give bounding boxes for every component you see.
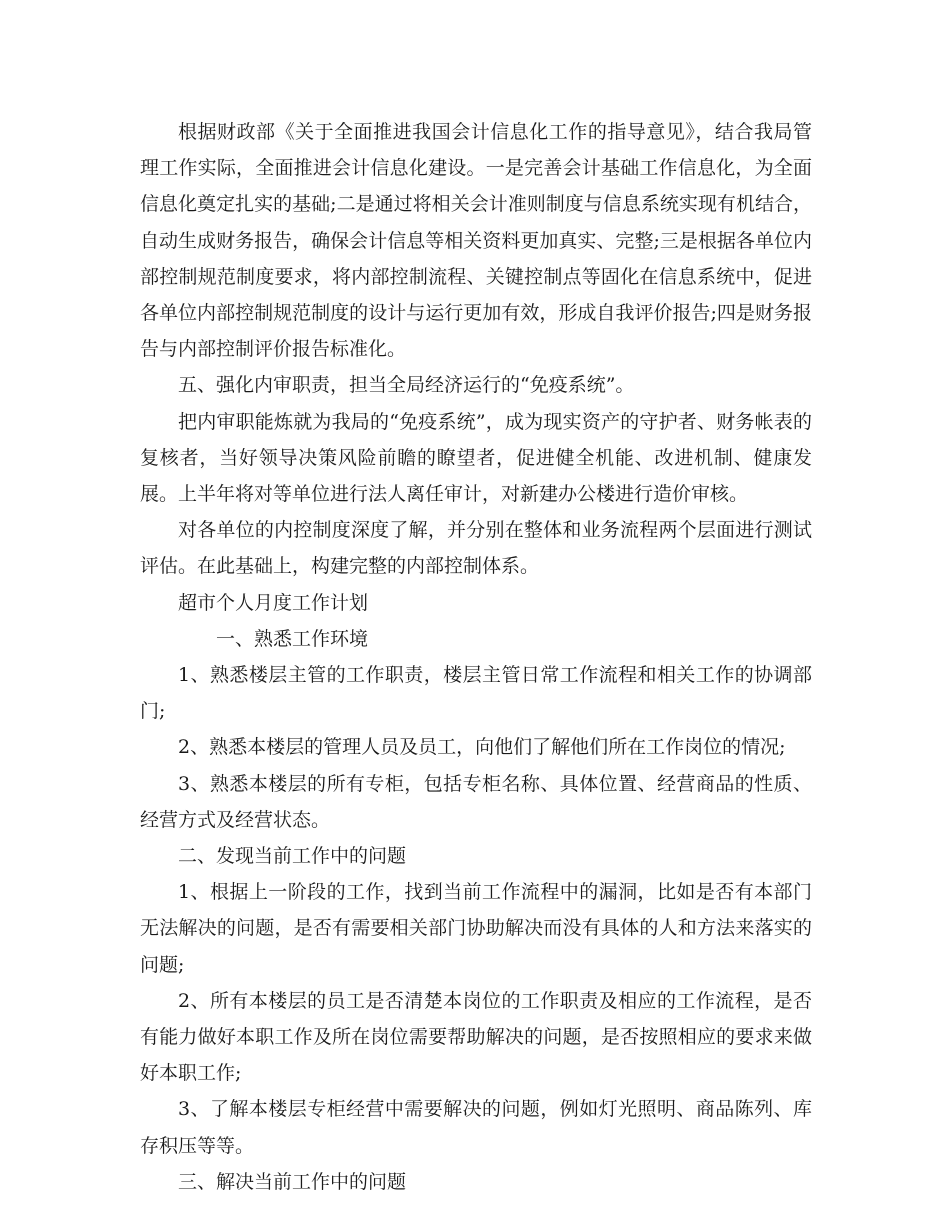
list-item-staff: 2、熟悉本楼层的管理人员及员工，向他们了解他们所在工作岗位的情况; bbox=[178, 736, 786, 759]
list-item-counters: 3、熟悉本楼层的所有专柜，包括专柜名称、具体位置、经营商品的性质、经营方式及经营状态。 bbox=[140, 772, 812, 831]
paragraph-internal-control: 对各单位的内控制度深度了解，并分别在整体和业务流程两个层面进行测试评估。在此基础上，构建完整的内部控制体系。 bbox=[140, 519, 812, 578]
list-item-employee-responsibilities: 2、所有本楼层的员工是否清楚本岗位的工作职责及相应的工作流程，是否有能力做好本职工作及所在岗位需要帮助解决的问题，是否按照相应的要求来做好本职工作; bbox=[140, 989, 812, 1085]
list-item-process-gaps: 1、根据上一阶段的工作，找到当前工作流程中的漏洞，比如是否有本部门无法解决的问题，是否有需要相关部门协助解决而没有具体的人和方法来落实的问题; bbox=[140, 881, 812, 976]
paragraph-accounting-informatization: 根据财政部《关于全面推进我国会计信息化工作的指导意见》，结合我局管理工作实际，全面推进会计信息化建设。一是完善会计基础工作信息化，为全面信息化奠定扎实的基础;二是通过将相关会计准则制度与信息系统实现有机结合，自动生成财务报告，确保会计信息等相关资料更加真实、完整;三是根据各单位内部控制规范制度要求，将内部控制流程、关键控制点等固化在信息系统中，促进各单位内部控制规范制度的设计与运行更加有效，形成自我评价报告;四是财务报告与内部控制评价报告标准化。 bbox=[140, 121, 812, 361]
section-heading-find-problems: 二、发现当前工作中的问题 bbox=[178, 845, 407, 868]
section-heading-familiarize: 一、熟悉工作环境 bbox=[216, 627, 369, 650]
document-body bbox=[140, 114, 812, 1200]
paragraph-immune-system: 把内审职能炼就为我局的“免疫系统”，成为现实资产的守护者、财务帐表的复核者，当好领导决策风险前瞻的瞭望者，促进健全机能、改进机制、健康发展。上半年将对等单位进行法人离任审计，对新建办公楼进行造价审核。 bbox=[140, 410, 812, 506]
document-title-monthly-plan: 超市个人月度工作计划 bbox=[178, 591, 369, 614]
section-heading-internal-audit: 五、强化内审职责，担当全局经济运行的“免疫系统”。 bbox=[178, 374, 635, 397]
list-item-duties: 1、熟悉楼层主管的工作职责，楼层主管日常工作流程和相关工作的协调部门; bbox=[140, 664, 812, 723]
section-heading-solve-problems: 三、解决当前工作中的问题 bbox=[178, 1170, 407, 1193]
list-item-counter-issues: 3、了解本楼层专柜经营中需要解决的问题，例如灯光照明、商品陈列、库存积压等等。 bbox=[140, 1098, 812, 1157]
